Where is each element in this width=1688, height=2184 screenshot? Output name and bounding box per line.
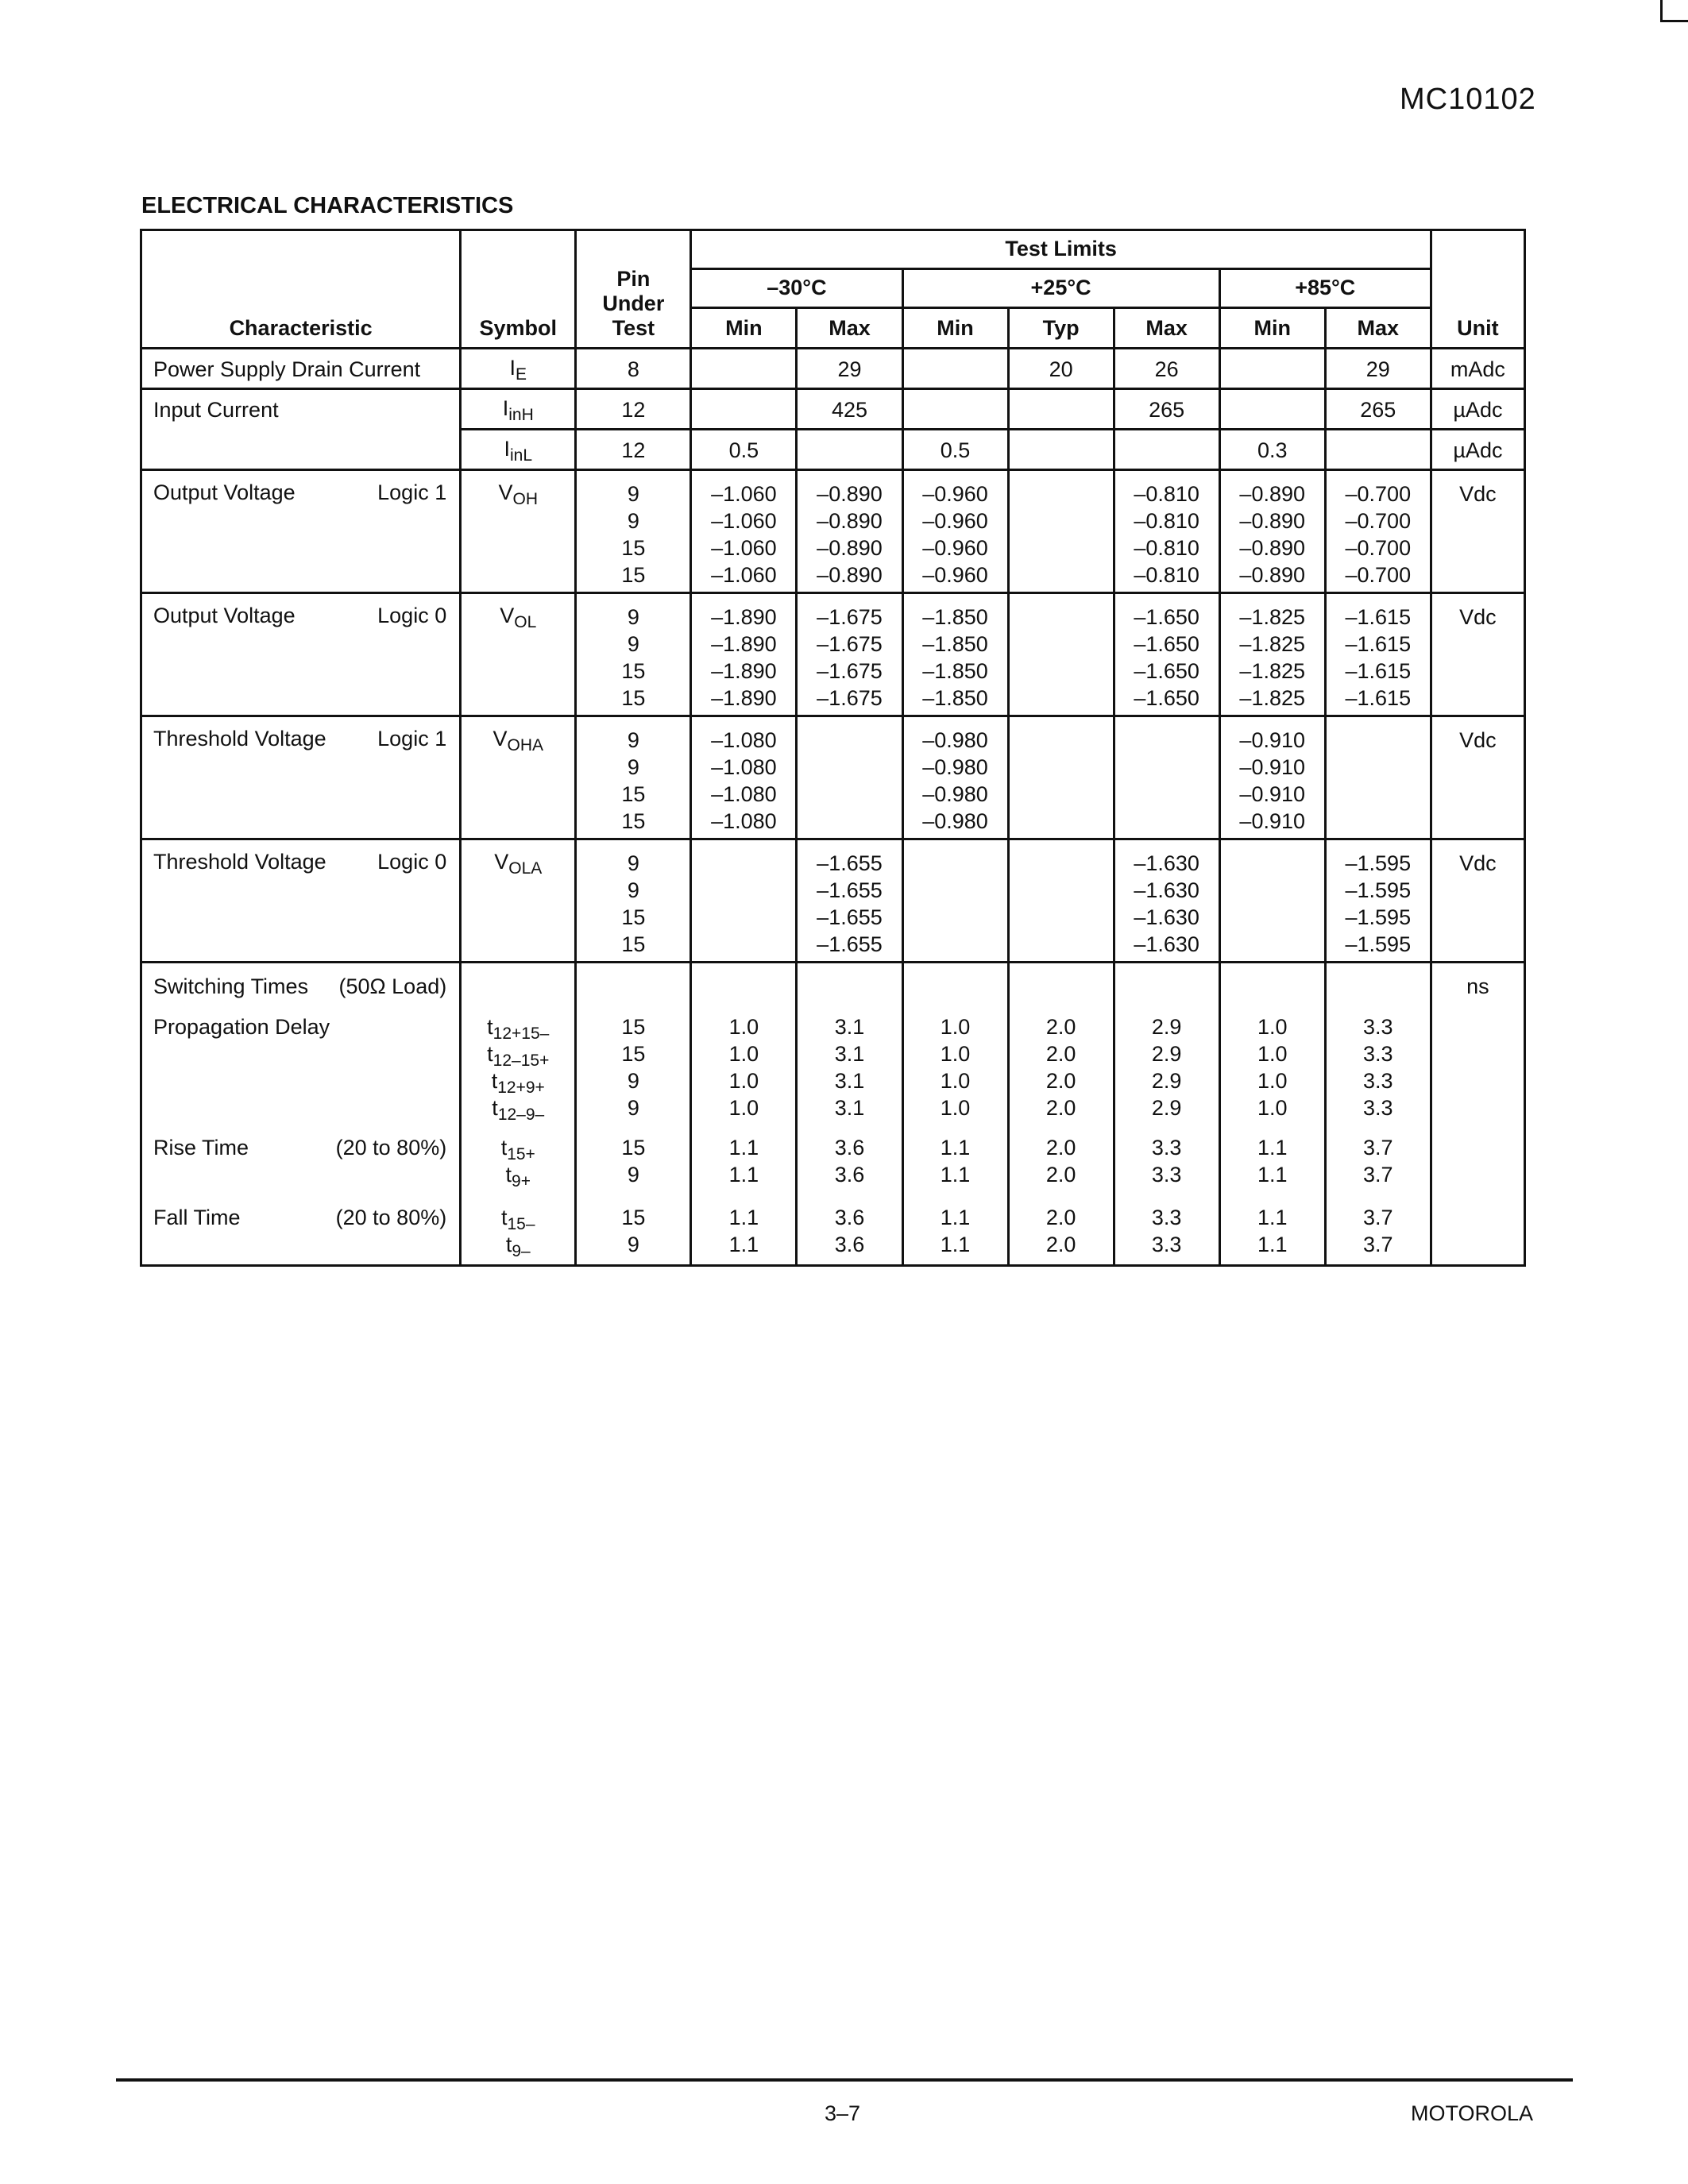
unit: Vdc — [1431, 470, 1524, 593]
logic-level: Logic 0 — [377, 850, 447, 874]
cell — [1008, 593, 1114, 716]
cell — [902, 839, 1008, 963]
table-row — [141, 839, 1525, 963]
header-symbol: Symbol — [461, 230, 576, 349]
cell: 26 — [1114, 349, 1219, 389]
cell: –1.655 –1.655 –1.655 –1.655 — [797, 839, 902, 963]
condition: (20 to 80%) — [335, 1206, 447, 1229]
table-row — [141, 716, 1525, 839]
row-label: Input Current — [141, 389, 461, 470]
header-pin-line1: Pin — [616, 267, 651, 291]
table-row — [141, 470, 1525, 593]
symbol: $V_{OHA}$ — [461, 716, 576, 839]
table-row — [141, 349, 1525, 389]
cell: –0.960 –0.960 –0.960 –0.960 — [902, 470, 1008, 593]
cell: 0.5 — [691, 430, 797, 470]
cell — [1114, 716, 1219, 839]
unit: Vdc — [1431, 716, 1524, 839]
cell — [1008, 470, 1114, 593]
cell: 20 — [1008, 349, 1114, 389]
unit: µAdc — [1431, 389, 1524, 430]
cell: –1.080 –1.080 –1.080 –1.080 — [691, 716, 797, 839]
cell: 3.3 3.3 3.3 3.3 3.7 3.7 3.7 3.7 — [1325, 963, 1431, 1266]
pin: 8 — [576, 349, 691, 389]
logic-level: Logic 1 — [377, 480, 447, 504]
symbol: $V_{OL}$ — [461, 593, 576, 716]
header-test-limits: Test Limits — [691, 230, 1431, 269]
header-max: Max — [1325, 308, 1431, 349]
cell — [1008, 716, 1114, 839]
cell: 3.1 3.1 3.1 3.1 3.6 3.6 3.6 3.6 — [797, 963, 902, 1266]
cell: –1.615 –1.615 –1.615 –1.615 — [1325, 593, 1431, 716]
cell: 265 — [1114, 389, 1219, 430]
logic-level: Logic 0 — [377, 604, 447, 627]
part-number: MC10102 — [1400, 83, 1536, 116]
symbol: $V_{OLA}$ — [461, 839, 576, 963]
prop-delay-label: Propagation Delay — [153, 1015, 330, 1039]
row-label: Threshold Voltage Logic 1 — [141, 716, 461, 839]
electrical-characteristics-table — [140, 229, 1526, 1267]
table-row — [141, 963, 1525, 1266]
logic-level: Logic 1 — [377, 727, 447, 751]
header-max: Max — [1114, 308, 1219, 349]
page-number: 3–7 — [825, 2101, 861, 2125]
pin: 15 15 9 9 15 9 15 9 — [576, 963, 691, 1266]
cell — [902, 349, 1008, 389]
cell: –1.595 –1.595 –1.595 –1.595 — [1325, 839, 1431, 963]
header-characteristic: Characteristic — [141, 230, 461, 349]
row-label: Power Supply Drain Current — [141, 349, 461, 389]
unit: mAdc — [1431, 349, 1524, 389]
row-label: Threshold Voltage Logic 0 — [141, 839, 461, 963]
cell: –1.850 –1.850 –1.850 –1.850 — [902, 593, 1008, 716]
cell: –1.890 –1.890 –1.890 –1.890 — [691, 593, 797, 716]
unit: ns — [1431, 963, 1524, 1266]
cell: –1.675 –1.675 –1.675 –1.675 — [797, 593, 902, 716]
header-unit: Unit — [1431, 230, 1524, 349]
header-pin-line2: Under — [602, 291, 665, 315]
unit: Vdc — [1431, 839, 1524, 963]
pin: 9 9 15 15 — [576, 716, 691, 839]
cell: 29 — [797, 349, 902, 389]
cell — [1114, 430, 1219, 470]
header-temp-minus30: –30°C — [691, 269, 902, 308]
footer-rule — [116, 2078, 1573, 2082]
header-min: Min — [1219, 308, 1325, 349]
cell — [797, 430, 902, 470]
cell — [691, 349, 797, 389]
cell — [797, 716, 902, 839]
crop-mark — [1660, 0, 1688, 22]
cell: 265 — [1325, 389, 1431, 430]
table-row — [141, 593, 1525, 716]
cell: 29 — [1325, 349, 1431, 389]
cell: 1.0 1.0 1.0 1.0 1.1 1.1 1.1 1.1 — [1219, 963, 1325, 1266]
cell: –0.810 –0.810 –0.810 –0.810 — [1114, 470, 1219, 593]
header-temp-plus85: +85°C — [1219, 269, 1431, 308]
section-title: ELECTRICAL CHARACTERISTICS — [141, 193, 514, 218]
row-label: Switching Times (50Ω Load) Propagation Delay Rise Time (20 to 80%) Fall Time (20 to 80%) — [141, 963, 461, 1266]
header-pin-under-test — [576, 230, 691, 349]
cell — [691, 839, 797, 963]
cell: –1.825 –1.825 –1.825 –1.825 — [1219, 593, 1325, 716]
cell: 0.5 — [902, 430, 1008, 470]
cell: –1.060 –1.060 –1.060 –1.060 — [691, 470, 797, 593]
symbol: $t_{12+15-}$ $t_{12-15+}$ $t_{12+9+}$ $t_{12-9-}$ $t_{15+}$ $t_{9+}$ $t_{15-}$ $t_{9-}$ — [461, 963, 576, 1266]
symbol: $I_E$ — [461, 349, 576, 389]
cell — [1008, 839, 1114, 963]
cell: 1.0 1.0 1.0 1.0 1.1 1.1 1.1 1.1 — [902, 963, 1008, 1266]
brand-name: MOTOROLA — [1411, 2101, 1534, 2125]
unit: µAdc — [1431, 430, 1524, 470]
condition: (20 to 80%) — [335, 1136, 447, 1160]
header-min: Min — [691, 308, 797, 349]
header-max: Max — [797, 308, 902, 349]
unit: Vdc — [1431, 593, 1524, 716]
header-pin-line3: Test — [612, 316, 655, 340]
cell: 2.0 2.0 2.0 2.0 2.0 2.0 2.0 2.0 — [1008, 963, 1114, 1266]
pin: 9 9 15 15 — [576, 470, 691, 593]
row-label: Output Voltage Logic 1 — [141, 470, 461, 593]
cell: 2.9 2.9 2.9 2.9 3.3 3.3 3.3 3.3 — [1114, 963, 1219, 1266]
symbol: $I_{inH}$ — [461, 389, 576, 430]
cell: –0.910 –0.910 –0.910 –0.910 — [1219, 716, 1325, 839]
cell — [902, 389, 1008, 430]
condition: (50Ω Load) — [338, 974, 447, 998]
cell — [1325, 430, 1431, 470]
cell: 1.0 1.0 1.0 1.0 1.1 1.1 1.1 1.1 — [691, 963, 797, 1266]
cell: 425 — [797, 389, 902, 430]
table-row — [141, 389, 1525, 430]
pin: 12 — [576, 430, 691, 470]
cell: –0.890 –0.890 –0.890 –0.890 — [797, 470, 902, 593]
header-temp-plus25: +25°C — [902, 269, 1219, 308]
cell: –0.700 –0.700 –0.700 –0.700 — [1325, 470, 1431, 593]
pin: 9 9 15 15 — [576, 593, 691, 716]
header-typ: Typ — [1008, 308, 1114, 349]
pin: 9 9 15 15 — [576, 839, 691, 963]
header-min: Min — [902, 308, 1008, 349]
cell: 0.3 — [1219, 430, 1325, 470]
cell: –1.630 –1.630 –1.630 –1.630 — [1114, 839, 1219, 963]
pin: 12 — [576, 389, 691, 430]
cell — [1008, 430, 1114, 470]
symbol: $V_{OH}$ — [461, 470, 576, 593]
cell — [1325, 716, 1431, 839]
cell: –1.650 –1.650 –1.650 –1.650 — [1114, 593, 1219, 716]
cell: –0.980 –0.980 –0.980 –0.980 — [902, 716, 1008, 839]
cell: –0.890 –0.890 –0.890 –0.890 — [1219, 470, 1325, 593]
cell — [1219, 389, 1325, 430]
cell — [1219, 349, 1325, 389]
symbol: $I_{inL}$ — [461, 430, 576, 470]
row-label: Output Voltage Logic 0 — [141, 593, 461, 716]
cell — [1219, 839, 1325, 963]
cell — [1008, 389, 1114, 430]
cell — [691, 389, 797, 430]
